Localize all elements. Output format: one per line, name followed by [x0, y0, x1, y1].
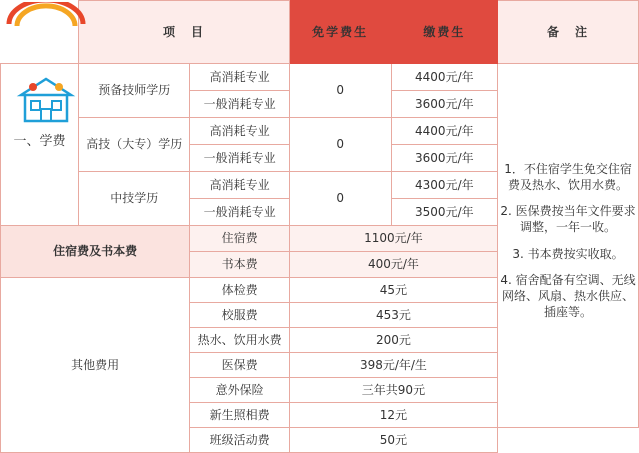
section-label-other: 其他费用 [1, 278, 190, 453]
remark-cell [498, 64, 639, 428]
header-paying-student: 缴费生 [391, 1, 498, 64]
other-amount-2: 200元 [289, 328, 497, 353]
section-label-tuition [1, 64, 79, 226]
level-name-0: 预备技师学历 [79, 64, 190, 118]
major-type-0-0: 高消耗专业 [190, 64, 289, 91]
paid-amount-2-0: 4300元/年 [391, 172, 498, 199]
paid-amount-2-1: 3500元/年 [391, 199, 498, 226]
remark-line-1: 1．不住宿学生免交住宿费及热水、饮用水费。 [504, 161, 632, 192]
other-name-4: 意外保险 [190, 378, 289, 403]
other-amount-0: 45元 [289, 278, 497, 303]
accommodation-name-1: 书本费 [190, 252, 289, 278]
other-amount-1: 453元 [289, 303, 497, 328]
school-house-logo-body-icon [3, 75, 89, 133]
free-amount-2: 0 [289, 172, 391, 226]
other-name-1: 校服费 [190, 303, 289, 328]
header-remark: 备 注 [498, 1, 639, 64]
free-amount-1: 0 [289, 118, 391, 172]
major-type-2-1: 一般消耗专业 [190, 199, 289, 226]
other-name-2: 热水、饮用水费 [190, 328, 289, 353]
other-amount-6: 50元 [289, 428, 497, 453]
remark-line-3: 3. 书本费按实收取。 [512, 246, 624, 261]
school-house-logo-icon [3, 2, 89, 62]
paid-amount-1-1: 3600元/年 [391, 145, 498, 172]
accommodation-amount-0: 1100元/年 [289, 226, 497, 252]
header-item: 项 目 [79, 1, 290, 64]
remark-line-2: 2. 医保费按当年文件要求调整，一年一收。 [500, 204, 636, 235]
section-label-tuition-text: 一、学费 [13, 133, 66, 149]
paid-amount-0-0: 4400元/年 [391, 64, 498, 91]
other-name-0: 体检费 [190, 278, 289, 303]
table-header-row [1, 1, 639, 64]
other-name-6: 班级活动费 [190, 428, 289, 453]
major-type-2-0: 高消耗专业 [190, 172, 289, 199]
other-amount-5: 12元 [289, 403, 497, 428]
other-amount-3: 398元/年/生 [289, 353, 497, 378]
section-label-accommodation: 住宿费及书本费 [1, 226, 190, 278]
paid-amount-1-0: 4400元/年 [391, 118, 498, 145]
remark-line-4: 4. 宿舍配备有空调、无线网络、风扇、热水供应、插座等。 [500, 272, 636, 320]
table-row [1, 64, 639, 91]
accommodation-amount-1: 400元/年 [289, 252, 497, 278]
major-type-0-1: 一般消耗专业 [190, 91, 289, 118]
paid-amount-0-1: 3600元/年 [391, 91, 498, 118]
other-name-5: 新生照相费 [190, 403, 289, 428]
other-name-3: 医保费 [190, 353, 289, 378]
major-type-1-0: 高消耗专业 [190, 118, 289, 145]
major-type-1-1: 一般消耗专业 [190, 145, 289, 172]
school-logo-cell [1, 1, 79, 64]
accommodation-name-0: 住宿费 [190, 226, 289, 252]
level-name-2: 中技学历 [79, 172, 190, 226]
level-name-1: 高技（大专）学历 [79, 118, 190, 172]
other-amount-4: 三年共90元 [289, 378, 497, 403]
header-free-student: 免学费生 [289, 1, 391, 64]
free-amount-0: 0 [289, 64, 391, 118]
